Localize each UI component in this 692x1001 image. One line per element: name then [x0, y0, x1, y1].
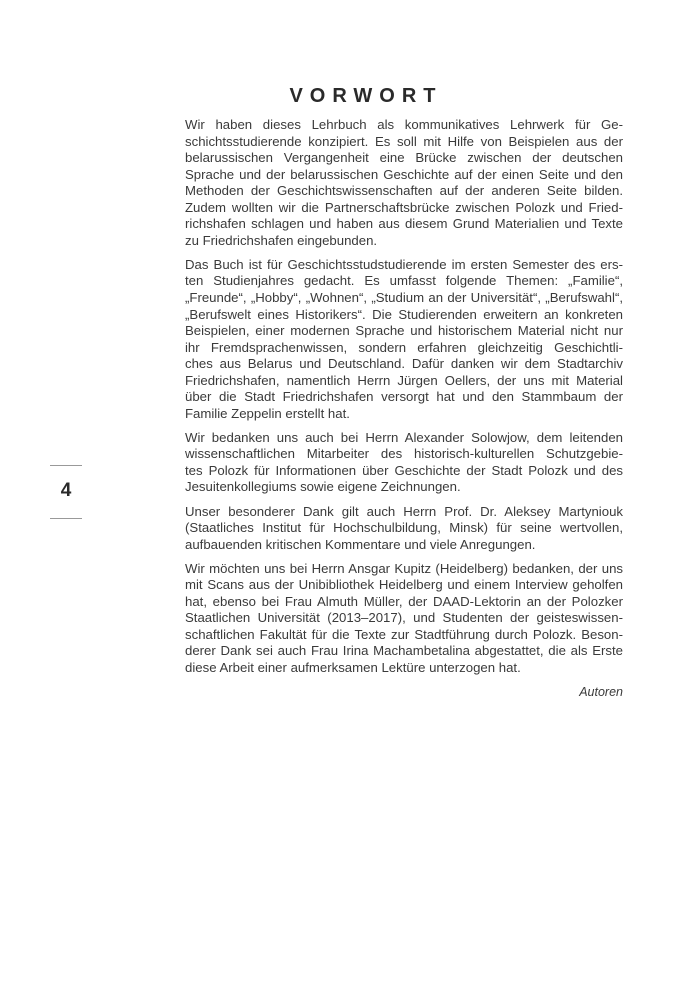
text-line: Unser besonderer Dank gilt auch Herrn Prof. Dr. Aleksey Martyniouk: [185, 503, 623, 519]
paragraph: [185, 117, 623, 249]
text-line: Das Buch ist für Geschichtsstudstudierende im ersten Semester des ers-: [185, 256, 623, 272]
text-line: richshafen schlagen und haben aus diesem Grund Materialien und Texte: [185, 216, 623, 232]
text-line: Beispielen, einer modernen Sprache und historischem Material nicht nur: [185, 323, 623, 339]
text-line: schichtsstudierende konzipiert. Es soll mit Hilfe von Beispielen aus der: [185, 133, 623, 149]
text-line: derer Dank sei auch Frau Irina Machambetalina abgestattet, die als Erste: [185, 643, 623, 659]
text-line: (Staatliches Institut für Hochschulbildung, Minsk) für seine wertvollen,: [185, 520, 623, 536]
text-line: mit Scans aus der Unibibliothek Heidelberg und einem Interview geholfen: [185, 577, 623, 593]
text-line: Methoden der Geschichtswissenschaften auf der anderen Seite bilden.: [185, 183, 623, 199]
text-line: Wir möchten uns bei Herrn Ansgar Kupitz (Heidelberg) bedanken, der uns: [185, 560, 623, 576]
text-line: Wir haben dieses Lehrbuch als kommunikatives Lehrwerk für Ge-: [185, 117, 623, 132]
text-line: wissenschaftlichen Mitarbeiter des historisch-kulturellen Schutzgebie-: [185, 446, 623, 462]
paragraph: [185, 561, 623, 677]
paragraph: [185, 504, 623, 554]
text-line: diese Arbeit einer aufmerksamen Lektüre unterzogen hat.: [185, 659, 521, 675]
text-line: Friedrichshafen, namentlich Herrn Jürgen Oellers, der uns mit Material: [185, 372, 623, 388]
text-line: ihr Fremdsprachenwissen, sondern erfahren gleichzeitig Geschichtli-: [185, 339, 623, 355]
text-line: „Berufswelt eines Historikers“. Die Studierenden erweitern an konkreten: [185, 306, 623, 322]
page-title: VORWORT: [289, 85, 443, 108]
text-line: Zudem wollten wir die Partnerschaftsbrücke zwischen Polozk und Fried-: [185, 199, 623, 215]
page-number-rule-top: [50, 465, 82, 466]
signature: Autoren: [579, 685, 623, 699]
page-number-rule-bottom: [50, 518, 82, 519]
text-line: Sprache und der belarussischen Geschichte auf der einen Seite und den: [185, 166, 623, 182]
text-line: schaftlichen Fakultät für die Texte zur Stadtführung durch Polozk. Beson-: [185, 626, 623, 642]
text-line: Staatlichen Universität (2013–2017), und Studenten der geisteswissen-: [185, 610, 623, 626]
text-line: ches aus Belarus und Deutschland. Dafür danken wir dem Stadtarchiv: [185, 356, 623, 372]
text-line: Jesuitenkollegiums sowie eigene Zeichnungen.: [185, 479, 461, 495]
paragraph: [185, 257, 623, 422]
text-line: über die Stadt Friedrichshafen versorgt hat und den Stammbaum der: [185, 389, 623, 405]
text-line: „Freunde“, „Hobby“, „Wohnen“, „Studium an der Universität“, „Berufswahl“,: [185, 289, 623, 305]
text-line: Familie Zeppelin erstellt hat.: [185, 405, 350, 421]
text-line: hat, ebenso bei Frau Almuth Müller, der DAAD-Lektorin an der Polozker: [185, 593, 623, 609]
text-line: zu Friedrichshafen eingebunden.: [185, 232, 378, 248]
text-line: aufbauenden kritischen Kommentare und viele Anregungen.: [185, 536, 536, 552]
preface-body: [185, 117, 623, 701]
text-line: belarussischen Vergangenheit eine Brücke zwischen der deutschen: [185, 150, 623, 166]
page-number: 4: [60, 480, 72, 501]
paragraph: [185, 430, 623, 496]
text-line: Wir bedanken uns auch bei Herrn Alexander Solowjow, dem leitenden: [185, 429, 623, 445]
text-line: tes Polozk für Informationen über Geschichte der Stadt Polozk und des: [185, 462, 623, 478]
paragraphs: [185, 117, 623, 677]
text-line: ten Studienjahres gedacht. Es umfasst folgende Themen: „Familie“,: [185, 273, 623, 289]
